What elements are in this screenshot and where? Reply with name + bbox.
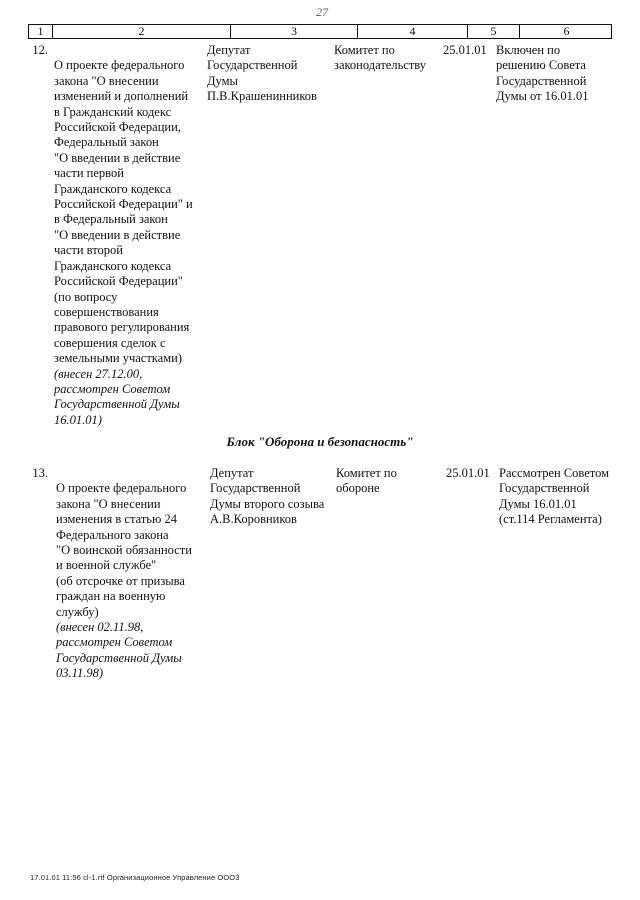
column-number-6: 6 (563, 24, 570, 38)
row-number: 13. (32, 466, 48, 480)
bill-submission-note: (внесен 02.11.98, рассмотрен Советом Государственной Думы 03.11.98) (56, 620, 182, 681)
bill-title: О проекте федерального закона "О внесении изменений и дополнений в Гражданский кодекс Российской Федерации, Федеральный закон "О введении в действие части первой Гражданского кодекса Российской Федерации" и в Федеральный закон "О введении в действие части второй Гражданского кодекса Российской Федерации" (по вопросу совершенствования правового регулирования совершения сделок с земельными участками) (54, 58, 193, 366)
row-number: 12. (32, 43, 48, 57)
bill-author: Депутат Государственной Думы второго созыва А.В.Коровников (210, 466, 325, 527)
column-number-4: 4 (358, 25, 468, 38)
bill-submission-note: (внесен 27.12.00, рассмотрен Советом Государственной Думы 16.01.01) (54, 366, 180, 427)
block-heading: Блок "Оборона и безопасность" (226, 434, 414, 449)
bill-author: Депутат Государственной Думы П.В.Крашенинников (207, 43, 317, 104)
bill-description (56, 466, 206, 697)
page-number: 27 (316, 5, 328, 19)
bill-title: О проекте федерального закона "О внесении изменения в статью 24 Федерального закона "О воинской обязанности и военной службе" (об отсрочке от призыва граждан на военную службу) (56, 481, 192, 619)
column-number-row (28, 24, 612, 39)
bill-status: Рассмотрен Советом Государственной Думы 16.01.01 (ст.114 Регламента) (499, 466, 610, 527)
document-footer: 17.01.01 11:56 cl-1.rtf Организационное Управление ООО3 (30, 873, 240, 882)
column-number-3: 3 (231, 25, 358, 38)
responsible-committee: Комитет по законодательству (334, 43, 427, 73)
consideration-date: 25.01.01 (446, 466, 490, 480)
column-number-5: 5 (468, 25, 520, 38)
consideration-date: 25.01.01 (443, 43, 487, 57)
bill-status: Включен по решению Совета Государственной Думы от 16.01.01 (496, 43, 589, 104)
bill-description (54, 43, 204, 444)
column-number-1: 1 (29, 25, 53, 38)
responsible-committee: Комитет по обороне (336, 466, 397, 496)
column-number-2: 2 (53, 25, 231, 38)
